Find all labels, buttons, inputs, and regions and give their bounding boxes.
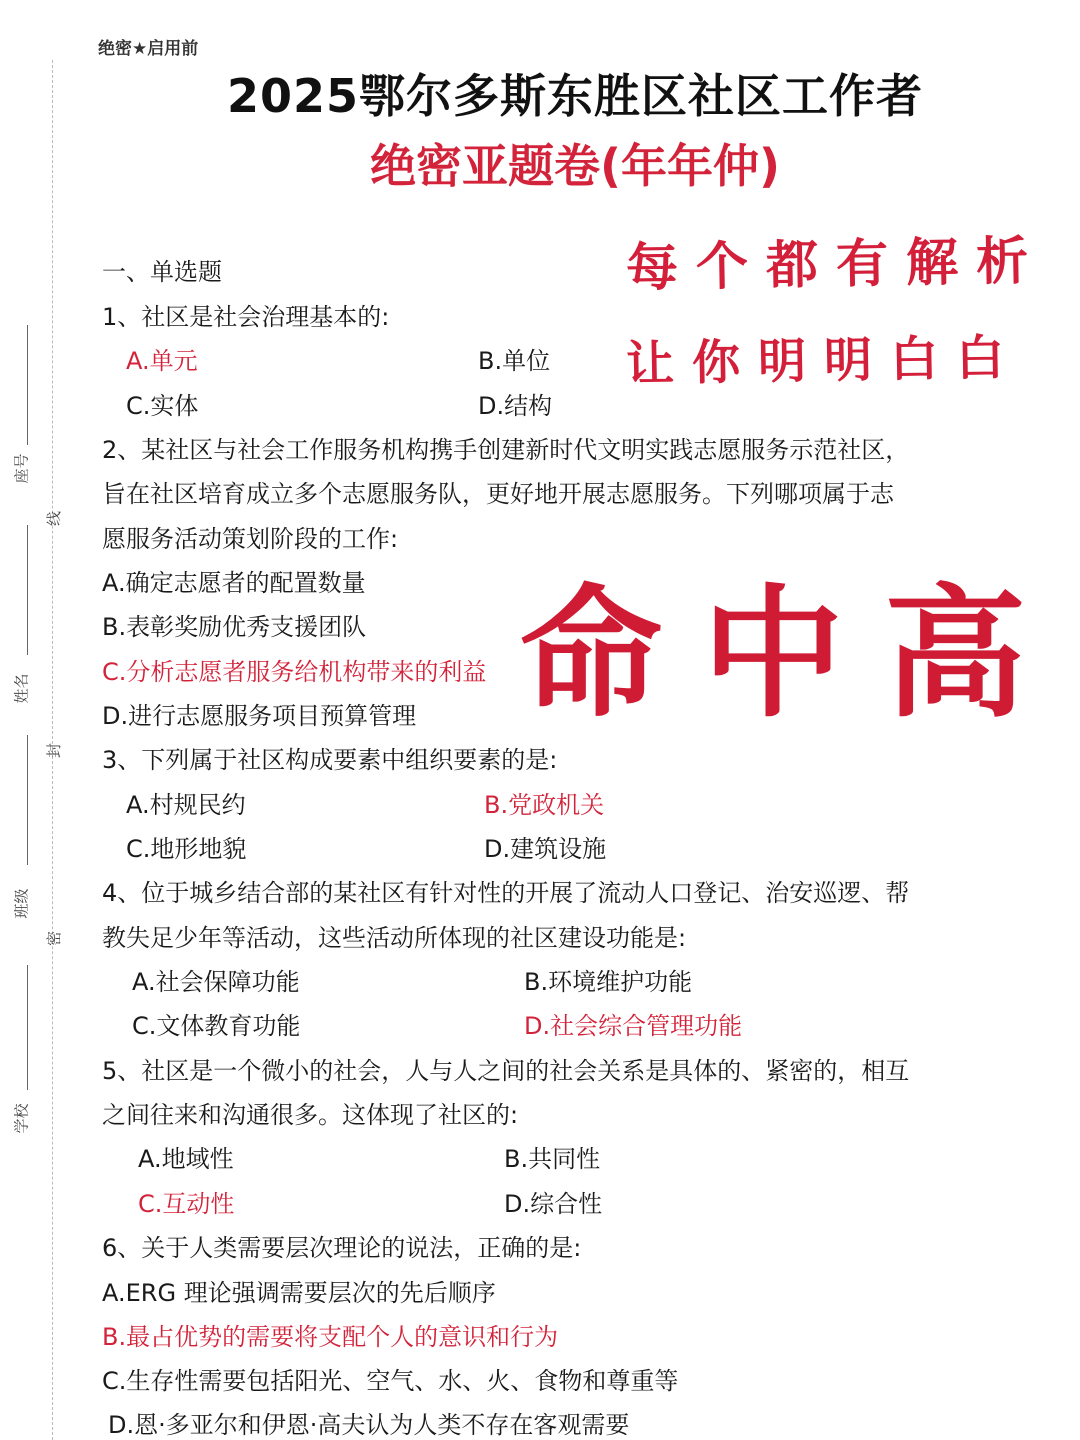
page-subtitle: 绝密亚题卷(年年仲) <box>369 139 781 193</box>
margin-mark-seal: 封 <box>45 742 64 759</box>
question-4-option-b: B.环境维护功能 <box>524 968 693 996</box>
question-6-option-d: D.恩·多亚尔和伊恩·高夫认为人类不存在客观需要 <box>108 1411 630 1439</box>
class-underline <box>27 735 28 865</box>
question-3-option-c: C.地形地貌 <box>126 835 247 863</box>
question-2-stem-line2: 旨在社区培育成立多个志愿服务队，更好地开展志愿服务。下列哪项属于志 <box>102 480 894 508</box>
question-1-option-b: B.单位 <box>478 347 551 375</box>
question-2-option-d: D.进行志愿服务项目预算管理 <box>102 702 417 730</box>
question-6-option-b: B.最占优势的需要将支配个人的意识和行为 <box>102 1323 559 1351</box>
question-1-stem: 1、社区是社会治理基本的: <box>102 303 390 331</box>
stamp-clear-understanding: 让你明明白白 <box>625 329 1023 393</box>
secret-label: 绝密★启用前 <box>98 39 199 59</box>
question-1-option-d: D.结构 <box>478 392 553 420</box>
question-4-stem-line2: 教失足少年等活动，这些活动所体现的社区建设功能是: <box>102 924 687 952</box>
question-4-option-a: A.社会保障功能 <box>132 968 300 996</box>
question-1-option-a: A.单元 <box>126 347 198 375</box>
seat-underline <box>27 325 28 445</box>
question-4-option-d: D.社会综合管理功能 <box>524 1012 743 1040</box>
question-3-stem: 3、下列属于社区构成要素中组织要素的是: <box>102 746 558 774</box>
question-4-option-c: C.文体教育功能 <box>132 1012 301 1040</box>
school-underline <box>27 965 28 1090</box>
question-2-stem-line3: 愿服务活动策划阶段的工作: <box>102 525 399 553</box>
stamp-high-hit-rate: 命中高 <box>520 571 1066 737</box>
question-2-stem-line1: 2、某社区与社会工作服务机构携手创建新时代文明实践志愿服务示范社区， <box>102 436 910 464</box>
seat-label: 座号 <box>12 453 31 484</box>
question-6-option-a: A.ERG 理论强调需要层次的先后顺序 <box>102 1279 496 1307</box>
question-3-option-b: B.党政机关 <box>484 791 605 819</box>
question-5-option-a: A.地域性 <box>138 1145 234 1173</box>
question-4-stem-line1: 4、位于城乡结合部的某社区有针对性的开展了流动人口登记、治安巡逻、帮 <box>102 879 910 907</box>
question-5-option-b: B.共同性 <box>504 1145 601 1173</box>
name-underline <box>27 525 28 655</box>
margin-mark-secret: 密 <box>45 930 64 947</box>
section-title: 一、单选题 <box>102 258 222 286</box>
question-3-option-a: A.村规民约 <box>126 791 246 819</box>
school-label: 学校 <box>12 1103 31 1134</box>
question-6-stem: 6、关于人类需要层次理论的说法，正确的是: <box>102 1234 582 1262</box>
question-5-option-d: D.综合性 <box>504 1190 603 1218</box>
class-label: 班级 <box>12 888 31 919</box>
question-2-option-a: A.确定志愿者的配置数量 <box>102 569 366 597</box>
question-2-option-c: C.分析志愿者服务给机构带来的利益 <box>102 658 487 686</box>
question-1-option-c: C.实体 <box>126 392 199 420</box>
name-label: 姓名 <box>12 673 31 704</box>
page-title: 2025鄂尔多斯东胜区社区工作者 <box>226 69 924 123</box>
question-5-stem-line2: 之间往来和沟通很多。这体现了社区的: <box>102 1101 519 1129</box>
question-5-stem-line1: 5、社区是一个微小的社会，人与人之间的社会关系是具体的、紧密的，相互 <box>102 1057 910 1085</box>
stamp-every-has-analysis: 每个都有解析 <box>625 230 1047 299</box>
question-6-option-c: C.生存性需要包括阳光、空气、水、火、食物和尊重等 <box>102 1367 679 1395</box>
question-2-option-b: B.表彰奖励优秀支援团队 <box>102 613 367 641</box>
question-3-option-d: D.建筑设施 <box>484 835 607 863</box>
margin-mark-line: 线 <box>45 510 64 527</box>
question-5-option-c: C.互动性 <box>138 1190 235 1218</box>
